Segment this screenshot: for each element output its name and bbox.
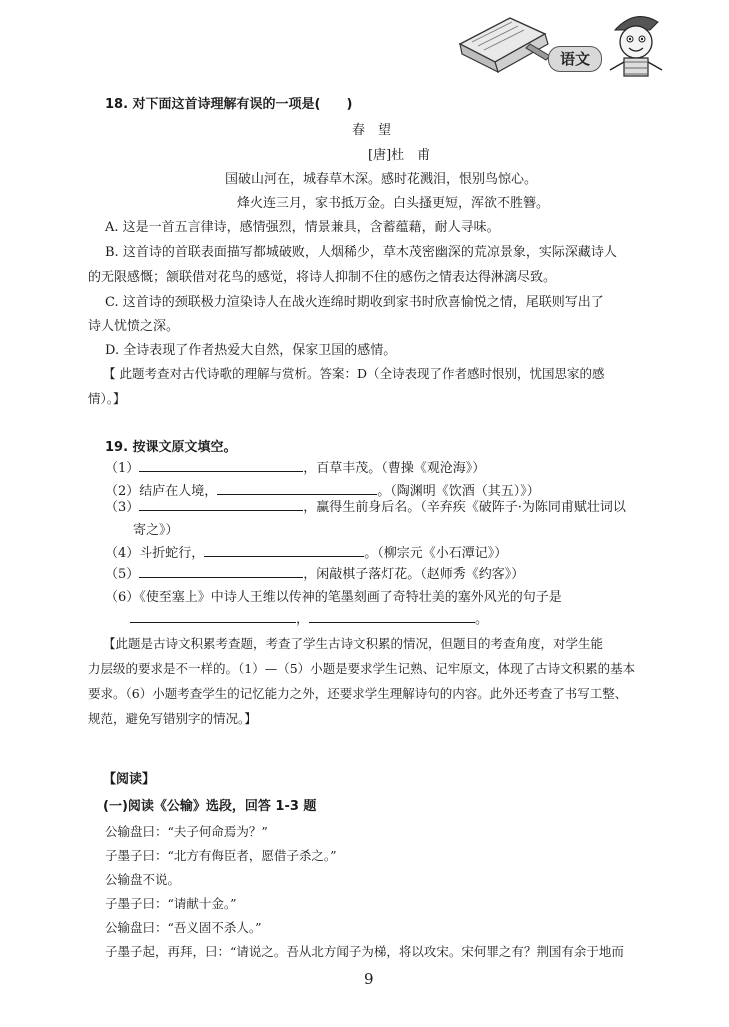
- q19-item-3-cont: 寄之》）: [133, 523, 179, 538]
- q19-item-6-blanks: [130, 608, 488, 627]
- reading-section-title: 【阅读】: [103, 772, 156, 787]
- q19-stem: 19. 按课文原文填空。: [105, 440, 237, 455]
- q19-item-6-sep: ，: [296, 612, 310, 627]
- poem-author: [唐]杜 甫: [368, 148, 431, 163]
- q19-item-6-end: 。: [475, 612, 489, 627]
- fill-blank-6b[interactable]: [309, 610, 475, 623]
- passage-line: 公输盘曰：“吾义固不杀人。”: [105, 920, 262, 935]
- option-a: A. 这是一首五言律诗，感情强烈，情景兼具，含蓄蕴藉，耐人寻味。: [105, 220, 500, 235]
- poem-title: 春 望: [352, 123, 392, 138]
- q19-item-5: [105, 563, 524, 582]
- q19-comment-line-1: 【此题是古诗文积累考查题，考查了学生古诗文积累的情况，但题目的考查角度，对学生能: [103, 636, 604, 651]
- q19-comment-line-2: 力层级的要求是不一样的。（1）—（5）小题是要求学生记熟、记牢原文，体现了古诗文积累的基本: [88, 661, 636, 676]
- reading-subsection-title: (一)阅读《公输》选段，回答 1-3 题: [103, 799, 317, 814]
- q19-comment-line-3: 要求。（6）小题考查学生的记忆能力之外，还要求学生理解诗句的内容。此外还考查了书写工整、: [88, 686, 628, 701]
- passage-line: 公输盘曰：“夫子何命焉为？”: [105, 824, 268, 839]
- fill-blank-4[interactable]: [204, 544, 364, 557]
- cartoon-kid-icon: [600, 8, 670, 84]
- q19-item-4-before: （4）斗折蛇行，: [105, 546, 205, 561]
- option-d: D. 全诗表现了作者热爱大自然，保家卫国的感情。: [105, 343, 397, 358]
- q19-item-5-text: ，闲敲棋子落灯花。（赵师秀《约客》）: [303, 567, 525, 582]
- q19-item-4: [105, 542, 507, 561]
- fill-blank-1[interactable]: [139, 459, 303, 472]
- q19-item-1: [105, 457, 485, 476]
- poem-line-2: 烽火连三月，家书抵万金。白头搔更短，浑欲不胜簪。: [237, 196, 550, 211]
- fill-blank-6a[interactable]: [130, 610, 296, 623]
- option-b-line-1: B. 这首诗的首联表面描写都城破败，人烟稀少，草木茂密幽深的荒凉景象，实际深藏诗人: [105, 245, 617, 260]
- subject-badge: [548, 46, 602, 72]
- poem-line-1: 国破山河在，城春草木深。感时花溅泪，恨别鸟惊心。: [225, 172, 538, 187]
- q19-item-5-num: （5）: [105, 567, 140, 582]
- fill-blank-5[interactable]: [139, 565, 303, 578]
- q18-stem: 18. 对下面这首诗理解有误的一项是( ): [105, 97, 353, 112]
- fill-blank-2[interactable]: [217, 482, 377, 495]
- q19-item-1-text: ，百草丰茂。（曹操《观沧海》）: [303, 461, 486, 476]
- q19-item-3-num: （3）: [105, 500, 140, 515]
- passage-line: 公输盘不说。: [105, 872, 181, 887]
- header-illustration: [450, 4, 670, 84]
- q18-comment-line-1: 【 此题考查对古代诗歌的理解与赏析。答案：D（全诗表现了作者感时恨别，忧国思家的感: [103, 366, 605, 381]
- option-c-line-2: 诗人忧愤之深。: [88, 319, 180, 334]
- fill-blank-3[interactable]: [139, 498, 303, 511]
- option-b-line-2: 的无限感慨；颔联借对花鸟的感觉，将诗人抑制不住的感伤之情表达得淋漓尽致。: [88, 270, 557, 285]
- page-number: 9: [364, 970, 374, 988]
- q19-item-2-after: 。（陶渊明《饮酒（其五）》）: [377, 484, 540, 499]
- q19-item-3-text: ，赢得生前身后名。（辛弃疾《破阵子·为陈同甫赋壮词以: [303, 500, 626, 515]
- q19-item-6: （6）《使至塞上》中诗人王维以传神的笔墨刻画了奇特壮美的塞外风光的句子是: [105, 590, 562, 605]
- option-c-line-1: C. 这首诗的颈联极力渲染诗人在战火连绵时期收到家书时欣喜愉悦之情，尾联则写出了: [105, 295, 604, 310]
- reading-passage: [105, 822, 624, 966]
- q19-item-1-num: （1）: [105, 461, 140, 476]
- q19-item-2-before: （2）结庐在人境，: [105, 484, 218, 499]
- subject-badge-text: 语文: [559, 50, 590, 68]
- q19-item-4-after: 。（柳宗元《小石潭记》）: [364, 546, 508, 561]
- q18-comment-line-2: 情）。】: [88, 391, 126, 406]
- q19-item-3: [105, 496, 626, 515]
- passage-line: 子墨子起，再拜，曰：“请说之。吾从北方闻子为梯，将以攻宋。宋何罪之有？荆国有余于地而: [105, 944, 624, 959]
- q19-comment-line-4: 规范，避免写错别字的情况。】: [88, 711, 257, 726]
- passage-line: 子墨子曰：“请献十金。”: [105, 896, 237, 911]
- passage-line: 子墨子曰：“北方有侮臣者，愿借子杀之。”: [105, 848, 337, 863]
